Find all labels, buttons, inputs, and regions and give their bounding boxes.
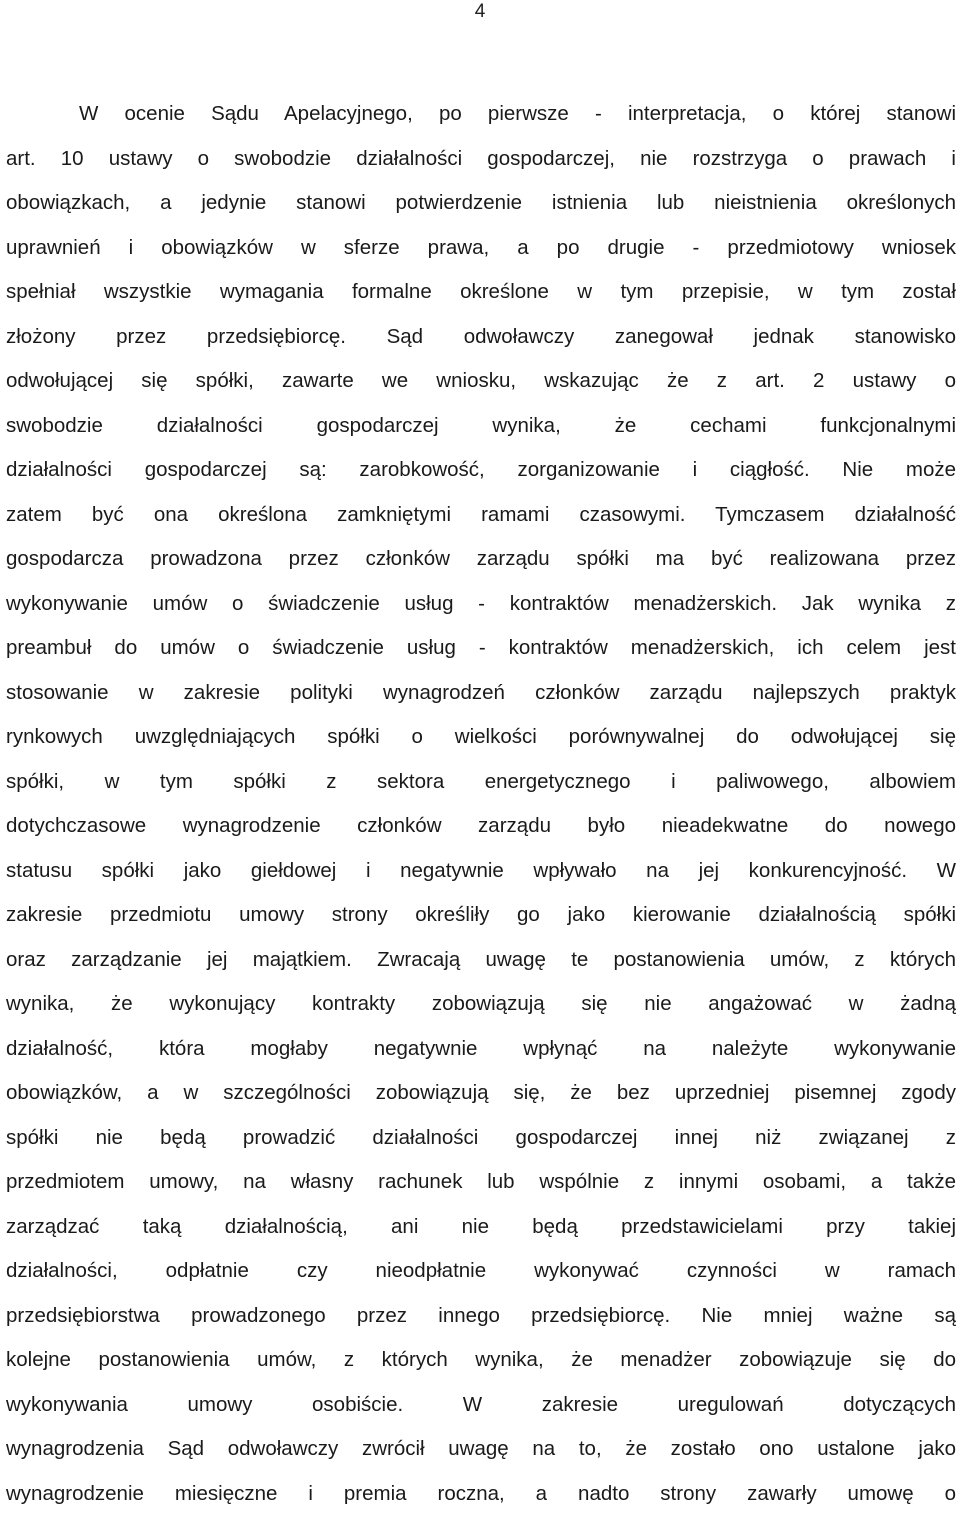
text-line: gospodarcza prowadzona przez członków zarządu spółki ma być realizowana przez	[6, 537, 956, 582]
text-line: działalność, która mogłaby negatywnie wpłynąć na należyte wykonywanie	[6, 1027, 956, 1072]
text-line: obowiązkach, a jedynie stanowi potwierdzenie istnienia lub nieistnienia określonych	[6, 181, 956, 226]
text-line: oraz zarządzanie jej majątkiem. Zwracają uwagę te postanowienia umów, z których	[6, 938, 956, 983]
text-line: preambuł do umów o świadczenie usług - kontraktów menadżerskich, ich celem jest	[6, 626, 956, 671]
text-line: zatem być ona określona zamkniętymi ramami czasowymi. Tymczasem działalność	[6, 493, 956, 538]
text-line: art. 10 ustawy o swobodzie działalności gospodarczej, nie rozstrzyga o prawach i	[6, 137, 956, 182]
text-line: swobodzie działalności gospodarczej wynika, że cechami funkcjonalnymi	[6, 404, 956, 449]
text-line: zarządzać taką działalnością, ani nie będą przedstawicielami przy takiej	[6, 1205, 956, 1250]
text-line: statusu spółki jako giełdowej i negatywnie wpływało na jej konkurencyjność. W	[6, 849, 956, 894]
text-line: wykonywania umowy osobiście. W zakresie uregulowań dotyczących	[6, 1383, 956, 1428]
text-line: wykonywanie umów o świadczenie usług - kontraktów menadżerskich. Jak wynika z	[6, 582, 956, 627]
page-number: 4	[0, 0, 960, 24]
text-line: wynika, że wykonujący kontrakty zobowiązują się nie angażować w żadną	[6, 982, 956, 1027]
text-line: spółki, w tym spółki z sektora energetycznego i paliwowego, albowiem	[6, 760, 956, 805]
text-line: spółki nie będą prowadzić działalności gospodarczej innej niż związanej z	[6, 1116, 956, 1161]
text-line: przedsiębiorstwa prowadzonego przez innego przedsiębiorcę. Nie mniej ważne są	[6, 1294, 956, 1339]
text-line: stosowanie w zakresie polityki wynagrodzeń członków zarządu najlepszych praktyk	[6, 671, 956, 716]
text-line: uprawnień i obowiązków w sferze prawa, a po drugie - przedmiotowy wniosek	[6, 226, 956, 271]
body-paragraph	[6, 92, 956, 1516]
text-line: spełniał wszystkie wymagania formalne określone w tym przepisie, w tym został	[6, 270, 956, 315]
text-line: rynkowych uwzględniających spółki o wielkości porównywalnej do odwołującej się	[6, 715, 956, 760]
text-line: działalności, odpłatnie czy nieodpłatnie wykonywać czynności w ramach	[6, 1249, 956, 1294]
text-line: odwołującej się spółki, zawarte we wniosku, wskazując że z art. 2 ustawy o	[6, 359, 956, 404]
text-line: działalności gospodarczej są: zarobkowość, zorganizowanie i ciągłość. Nie może	[6, 448, 956, 493]
text-line: zakresie przedmiotu umowy strony określiły go jako kierowanie działalnością spółki	[6, 893, 956, 938]
text-line: złożony przez przedsiębiorcę. Sąd odwoławczy zanegował jednak stanowisko	[6, 315, 956, 360]
text-line: wynagrodzenie miesięczne i premia roczna, a nadto strony zawarły umowę o	[6, 1472, 956, 1516]
text-line: przedmiotem umowy, na własny rachunek lub wspólnie z innymi osobami, a także	[6, 1160, 956, 1205]
text-line: W ocenie Sądu Apelacyjnego, po pierwsze - interpretacja, o której stanowi	[6, 92, 956, 137]
text-line: wynagrodzenia Sąd odwoławczy zwrócił uwagę na to, że zostało ono ustalone jako	[6, 1427, 956, 1472]
text-line: obowiązków, a w szczególności zobowiązują się, że bez uprzedniej pisemnej zgody	[6, 1071, 956, 1116]
text-line: kolejne postanowienia umów, z których wynika, że menadżer zobowiązuje się do	[6, 1338, 956, 1383]
text-line: dotychczasowe wynagrodzenie członków zarządu było nieadekwatne do nowego	[6, 804, 956, 849]
